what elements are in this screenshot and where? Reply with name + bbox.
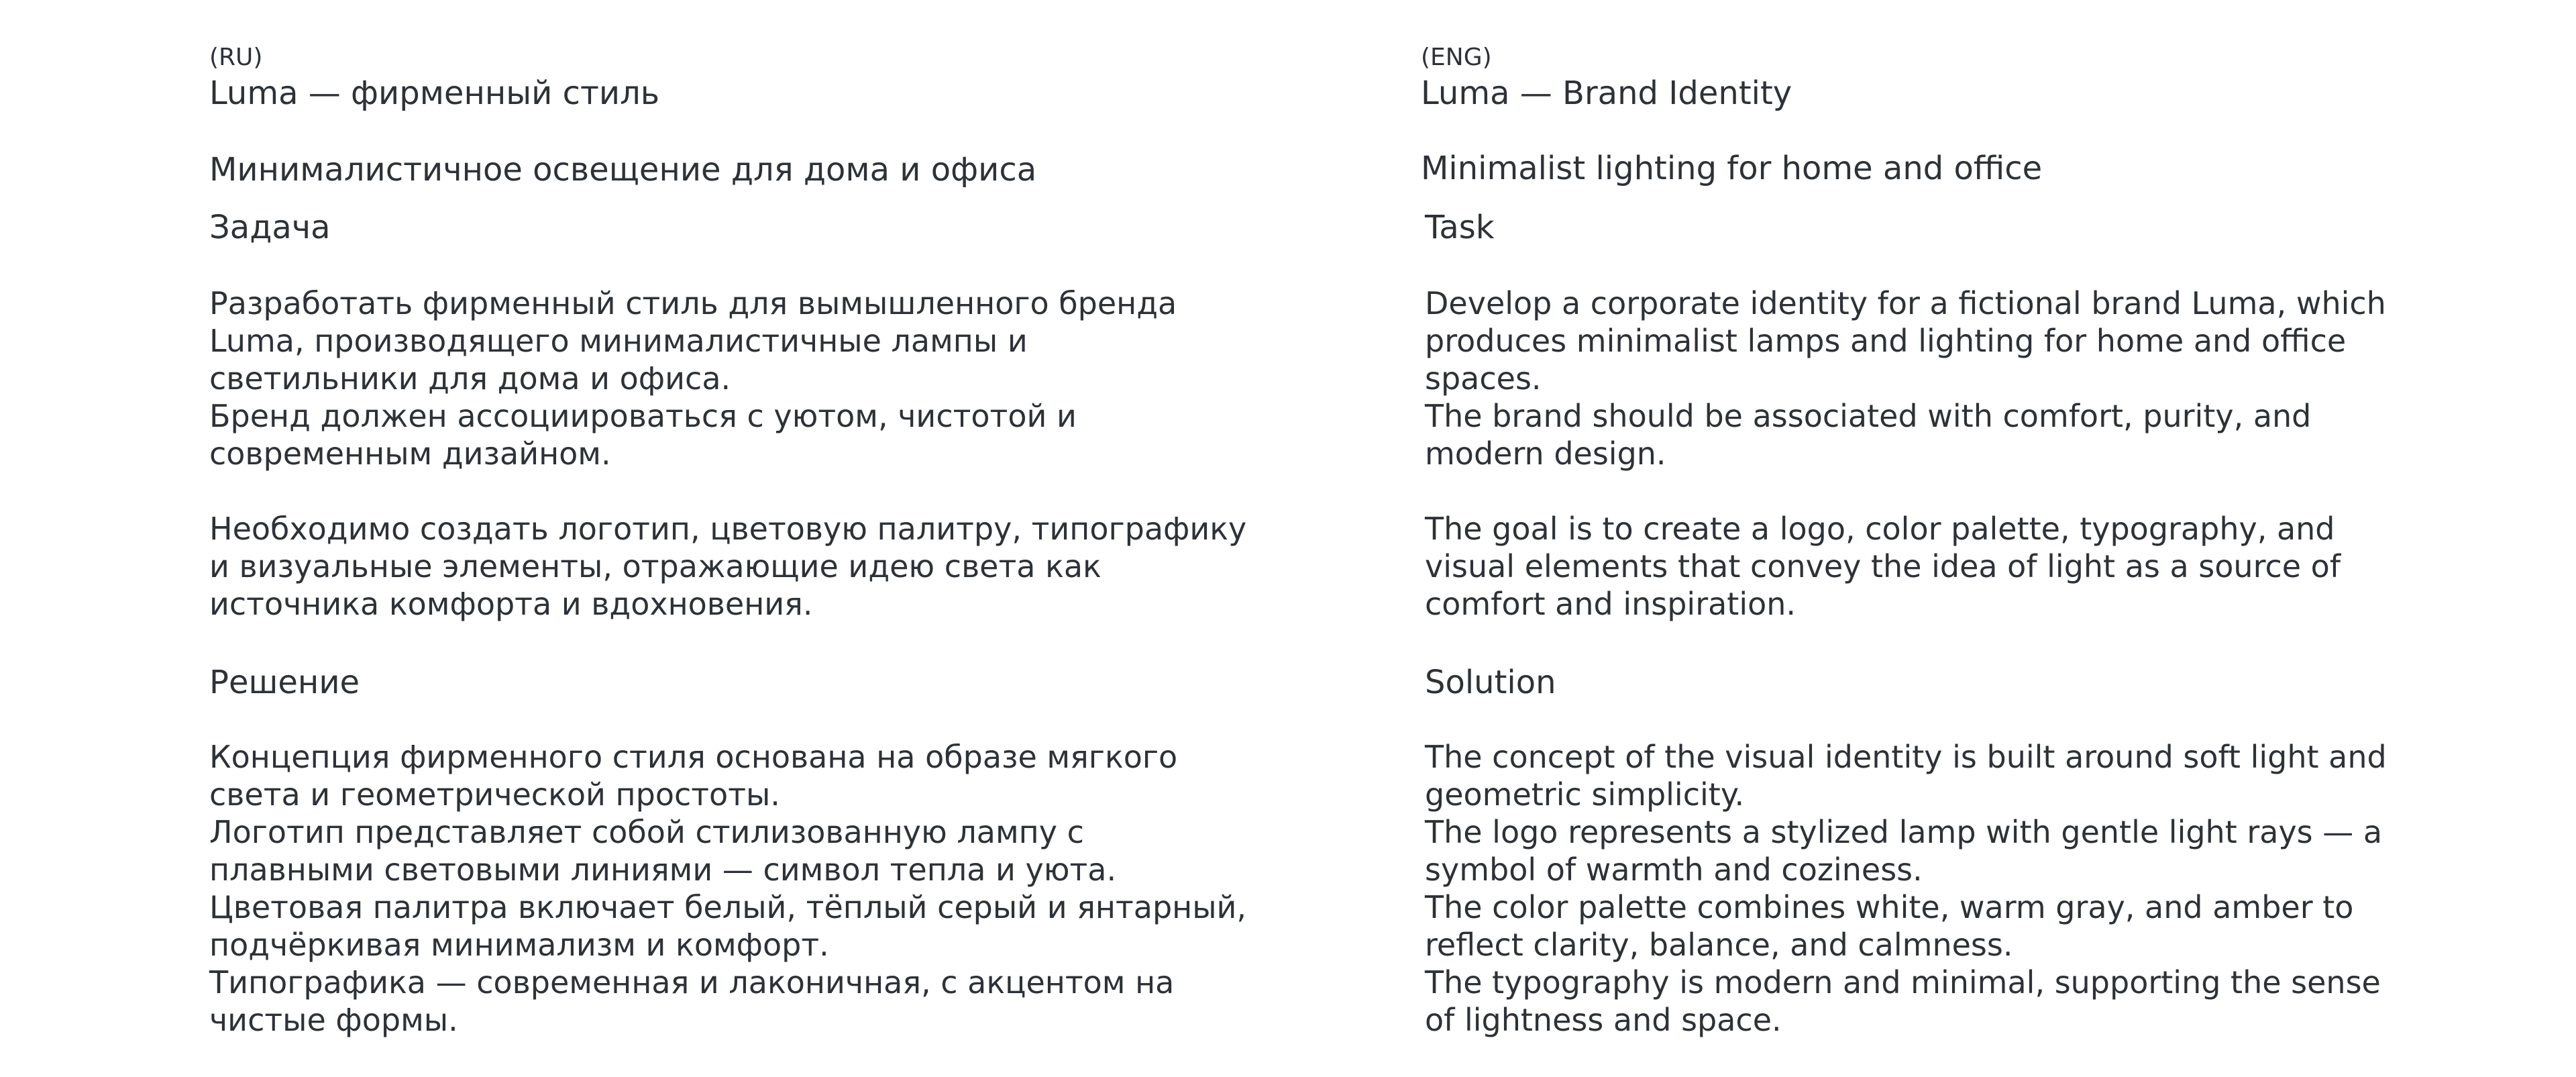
text-line: The brand should be associated with comfort, purity, and [1425,398,2312,434]
solution-paragraph-en [1425,738,2387,1039]
text-line: Luma, производящего минималистичные лампы и [209,323,1028,359]
task-paragraph-2-ru [209,510,1246,623]
solution-heading-ru: Решение [209,664,360,701]
solution-paragraph-ru [209,738,1246,1039]
text-line: света и геометрической простоты. [209,776,780,813]
text-line: Разработать фирменный стиль для вымышленного бренда [209,285,1177,321]
subtitle-ru: Минималистичное освещение для дома и офиса [209,151,1037,189]
language-tag-ru: (RU) [209,44,263,71]
text-line: comfort and inspiration. [1425,586,1796,622]
text-line: Типографика — современная и лаконичная, с акцентом на [209,964,1175,1001]
text-line: geometric simplicity. [1425,776,1745,813]
text-line: spaces. [1425,360,1542,397]
text-line: светильники для дома и офиса. [209,360,731,397]
text-line: The typography is modern and minimal, supporting the sense [1425,964,2381,1001]
text-line: подчёркивая минимализм и комфорт. [209,927,829,963]
task-heading-ru: Задача [209,209,331,246]
text-line: The goal is to create a logo, color palette, typography, and [1425,511,2335,547]
text-line: современным дизайном. [209,435,611,472]
text-line: Логотип представляет собой стилизованную лампу с [209,814,1084,850]
text-line: produces minimalist lamps and lighting for home and office [1425,323,2347,359]
text-line: и визуальные элементы, отражающие идею света как [209,548,1102,584]
text-line: Цветовая палитра включает белый, тёплый серый и янтарный, [209,889,1247,925]
solution-heading-en: Solution [1425,664,1556,701]
text-line: visual elements that convey the idea of light as a source of [1425,548,2341,584]
page-title-ru: Luma — фирменный стиль [209,74,660,112]
language-tag-en: (ENG) [1421,44,1492,71]
text-line: Концепция фирменного стиля основана на образе мягкого [209,739,1178,775]
subtitle-en: Minimalist lighting for home and office [1421,150,2043,187]
text-line: symbol of warmth and coziness. [1425,852,1923,888]
text-line: Необходимо создать логотип, цветовую палитру, типографику [209,511,1247,547]
task-paragraph-2-en [1425,510,2341,623]
text-line: плавными световыми линиями — символ тепла и уюта. [209,852,1117,888]
text-line: чистые формы. [209,1002,458,1038]
text-line: of lightness and space. [1425,1002,1782,1038]
task-heading-en: Task [1425,209,1495,246]
text-line: Бренд должен ассоциироваться с уютом, чистотой и [209,398,1077,434]
text-line: The color palette combines white, warm gray, and amber to [1425,889,2354,925]
text-line: The concept of the visual identity is built around soft light and [1425,739,2387,775]
text-line: modern design. [1425,435,1666,472]
text-line: Develop a corporate identity for a fictional brand Luma, which [1425,285,2386,321]
page-title-en: Luma — Brand Identity [1421,74,1792,112]
task-paragraph-1-ru [209,285,1177,472]
text-line: The logo represents a stylized lamp with gentle light rays — a [1425,814,2383,850]
text-line: reflect clarity, balance, and calmness. [1425,927,2013,963]
text-line: источника комфорта и вдохновения. [209,586,813,622]
task-paragraph-1-en [1425,285,2386,472]
